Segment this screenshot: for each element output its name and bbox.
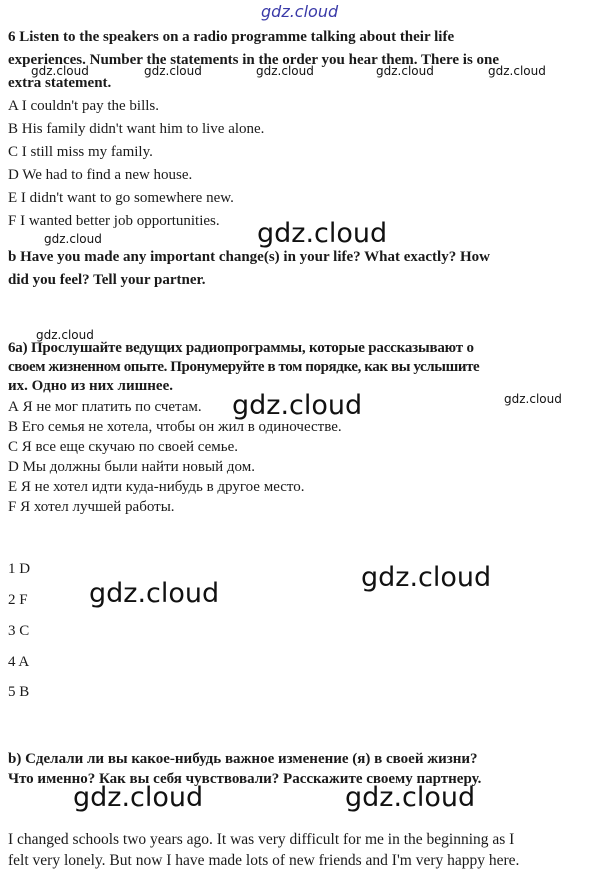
task6-instruction: extra statement. — [8, 75, 112, 91]
watermark: gdz.cloud — [89, 578, 220, 609]
task6-ru-instruction: их. Одно из них лишнее. — [8, 378, 173, 394]
task6-part-b: did you feel? Tell your partner. — [8, 272, 206, 288]
watermark: gdz.cloud — [144, 64, 202, 78]
statement-ru-f: F Я хотел лучшей работы. — [8, 499, 175, 515]
statement-c: C I still miss my family. — [8, 144, 153, 160]
part-b-ru: Что именно? Как вы себя чувствовали? Расскажите своему партнеру. — [8, 771, 482, 787]
answer-3: 3 C — [8, 623, 30, 639]
watermark: gdz.cloud — [232, 390, 363, 421]
statement-d: D We had to find a new house. — [8, 167, 193, 183]
watermark: gdz.cloud — [256, 64, 314, 78]
watermark: gdz.cloud — [345, 782, 476, 813]
answer-5: 5 B — [8, 684, 30, 700]
task6-instruction: 6 Listen to the speakers on a radio programme talking about their life — [8, 29, 455, 45]
watermark: gdz.cloud — [504, 392, 562, 406]
answer-text: felt very lonely. But now I have made lots of new friends and I'm very happy here. — [8, 852, 520, 869]
answer-4: 4 A — [8, 654, 30, 670]
task6-instruction: experiences. Number the statements in the order you hear them. There is one — [8, 52, 500, 68]
statement-e: E I didn't want to go somewhere new. — [8, 190, 234, 206]
statement-ru-d: D Мы должны были найти новый дом. — [8, 459, 255, 475]
task6-ru-instruction: своем жизненном опыте. Пронумеруйте в том порядке, как вы услышите — [8, 359, 480, 375]
watermark: gdz.cloud — [44, 232, 102, 246]
answer-text: I changed schools two years ago. It was very difficult for me in the beginning as I — [8, 831, 515, 848]
watermark: gdz.cloud — [257, 218, 388, 249]
task6-ru-instruction: 6а) Прослушайте ведущих радиопрограммы, которые рассказывают о — [8, 340, 474, 356]
watermark: gdz.cloud — [73, 782, 204, 813]
watermark: gdz.cloud — [376, 64, 434, 78]
watermark: gdz.cloud — [36, 328, 94, 342]
watermark: gdz.cloud — [31, 64, 89, 78]
answer-1: 1 D — [8, 561, 31, 577]
watermark: gdz.cloud — [488, 64, 546, 78]
watermark: gdz.cloud — [361, 562, 492, 593]
statement-ru-a: А Я не мог платить по счетам. — [8, 399, 202, 415]
task6-part-b: b Have you made any important change(s) in your life? What exactly? How — [8, 249, 490, 265]
statement-ru-b: В Его семья не хотела, чтобы он жил в одиночестве. — [8, 419, 342, 435]
answer-2: 2 F — [8, 592, 28, 608]
statement-ru-e: Е Я не хотел идти куда-нибудь в другое место. — [8, 479, 305, 495]
statement-b: B His family didn't want him to live alone. — [8, 121, 265, 137]
part-b-ru: b) Сделали ли вы какое-нибудь важное изменение (я) в своей жизни? — [8, 751, 478, 767]
statement-a: A I couldn't pay the bills. — [8, 98, 160, 114]
statement-ru-c: С Я все еще скучаю по своей семье. — [8, 439, 239, 455]
statement-f: F I wanted better job opportunities. — [8, 213, 220, 229]
watermark-top: gdz.cloud — [261, 2, 339, 21]
